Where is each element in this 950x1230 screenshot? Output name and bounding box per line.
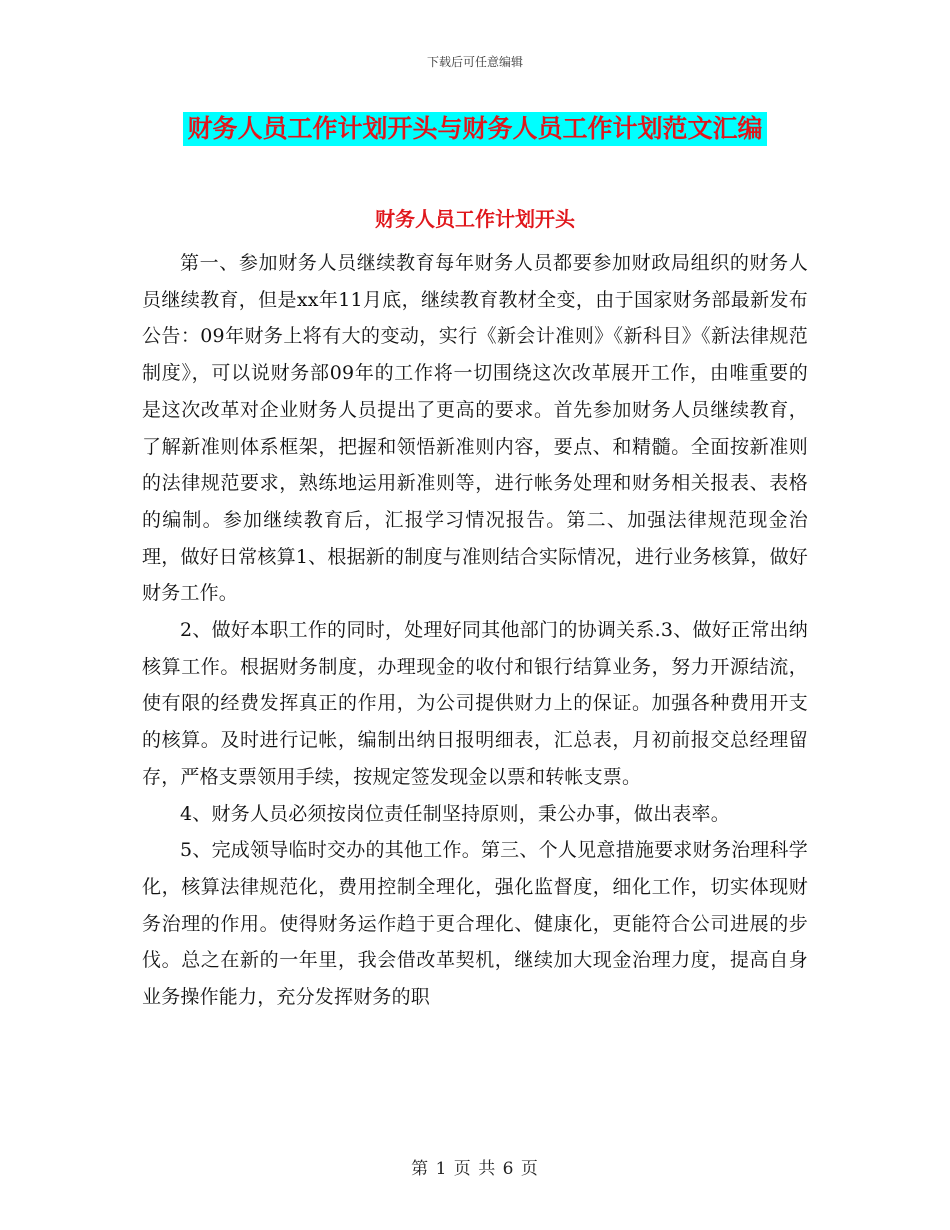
main-title: 财务人员工作计划开头与财务人员工作计划范文汇编: [183, 112, 766, 146]
document-body: [142, 245, 808, 1016]
paragraph-1: 第一、参加财务人员继续教育每年财务人员都要参加财政局组织的财务人员继续教育，但是xx年11月底，继续教育教材全变，由于国家财务部最新发布公告：09年财务上将有大的变动，实行《新会计准则》《新科目》《新法律规范制度》，可以说财务部09年的工作将一切围绕这次改革展开工作，由唯重要的是这次改革对企业财务人员提出了更高的要求。首先参加财务人员继续教育，了解新准则体系框架，把握和领悟新准则内容，要点、和精髓。全面按新准则的法律规范要求，熟练地运用新准则等，进行帐务处理和财务相关报表、表格的编制。参加继续教育后，汇报学习情况报告。第二、加强法律规范现金治理，做好日常核算1、根据新的制度与准则结合实际情况，进行业务核算，做好财务工作。: [142, 252, 808, 605]
page-footer: 第 1 页 共 6 页: [411, 1159, 539, 1179]
header-note: 下载后可任意编辑: [426, 55, 523, 69]
main-title-container: [0, 112, 950, 146]
paragraph-2: 2、做好本职工作的同时，处理好同其他部门的协调关系.3、做好正常出纳核算工作。根据财务制度，办理现金的收付和银行结算业务，努力开源结流，使有限的经费发挥真正的作用，为公司提供财力上的保证。加强各种费用开支的核算。及时进行记帐，编制出纳日报明细表，汇总表，月初前报交总经理留存，严格支票领用手续，按规定签发现金以票和转帐支票。: [142, 619, 808, 788]
paragraph-3: 4、财务人员必须按岗位责任制坚持原则，秉公办事，做出表率。: [180, 802, 730, 825]
section-title: 财务人员工作计划开头: [375, 207, 575, 231]
paragraph-4: 5、完成领导临时交办的其他工作。第三、个人见意措施要求财务治理科学化，核算法律规范化，费用控制全理化，强化监督度，细化工作，切实体现财务治理的作用。使得财务运作趋于更合理化、健康化，更能符合公司进展的步伐。总之在新的一年里，我会借改革契机，继续加大现金治理力度，提高自身业务操作能力，充分发挥财务的职: [142, 839, 808, 1009]
